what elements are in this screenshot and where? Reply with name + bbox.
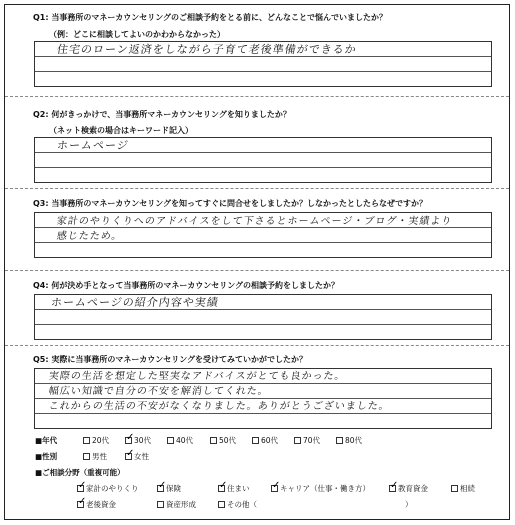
q2-hint: （ネット検索の場合はキーワード記入） <box>49 126 193 135</box>
q1-answer: 住宅のローン返済をしながら子育て老後準備ができるか <box>56 43 358 56</box>
checked-checkbox-icon <box>218 485 225 492</box>
field-insurance[interactable]: ✓ 保険 <box>157 483 181 494</box>
q1-hint: （例：どこに相談してよいのかわからなかった） <box>49 30 225 39</box>
checked-checkbox-icon <box>389 485 396 492</box>
answer-line <box>35 57 491 72</box>
age-option-50[interactable]: 50代 <box>210 435 236 446</box>
checked-checkbox-icon <box>157 485 164 492</box>
answer-line <box>35 414 491 428</box>
answer-line <box>35 310 491 325</box>
checkbox-icon <box>83 453 90 460</box>
q2-answer: ホームページ <box>56 139 130 152</box>
q2-title: Q2: 何がきっかけで、当事務所マネーカウンセリングを知りましたか？ <box>33 110 291 119</box>
checked-checkbox-icon <box>77 485 84 492</box>
field-household-budget[interactable]: ✓家計のやりくり <box>77 483 139 494</box>
age-option-60[interactable]: 60代 <box>252 435 278 446</box>
answer-line <box>35 153 491 168</box>
field-career[interactable]: ✓ キャリア（仕事・働き方） <box>271 483 370 494</box>
q1-title: Q1: 当事務所のマネーカウンセリングのご相談予約をとる前に、どんなことで悩んでいましたか？ <box>33 13 388 22</box>
age-option-70[interactable]: 70代 <box>294 435 320 446</box>
section-divider <box>5 345 509 346</box>
field-other[interactable]: その他（ <box>218 499 257 510</box>
checkbox-icon <box>294 437 301 444</box>
field-education-fund[interactable]: ✓ 教育資金 <box>389 483 428 494</box>
section-divider <box>5 270 509 271</box>
section-divider <box>5 188 509 189</box>
checkbox-icon <box>167 437 174 444</box>
q3-answer-line-1: 家計のやりくりへのアドバイスをして下さるとホームページ・ブログ・実績より <box>55 216 453 227</box>
answer-line <box>35 72 491 86</box>
gender-label: ■性別 <box>35 452 58 461</box>
q5-answer-line-2: 幅広い知識で自分の不安を解消してくれた。 <box>47 386 270 397</box>
q3-title: Q3: 当事務所のマネーカウンセリングを知ってすぐに問合せをしましたか？しなかったとしたらなぜですか？ <box>33 199 428 208</box>
checkbox-icon <box>157 501 164 508</box>
q3-answer-line-2: 感じたため。 <box>55 231 124 242</box>
age-option-80[interactable]: 80代 <box>336 435 362 446</box>
checked-checkbox-icon <box>125 437 132 444</box>
q4-title: Q4: 何が決め手となって当事務所のマネーカウンセリングの相談予約をしましたか？ <box>33 281 340 290</box>
field-other-close-paren: ） <box>405 500 413 509</box>
checkbox-icon <box>336 437 343 444</box>
field-asset-building[interactable]: 資産形成 <box>157 499 196 510</box>
gender-option-male[interactable]: 男性 <box>83 451 107 462</box>
checkbox-icon <box>83 437 90 444</box>
q5-answer-line-3: これからの生活の不安がなくなりました。ありがとうございました。 <box>47 401 391 412</box>
checked-checkbox-icon <box>77 501 84 508</box>
field-inheritance[interactable]: 相続 <box>451 483 475 494</box>
field-housing[interactable]: ✓ 住まい <box>218 483 250 494</box>
checkbox-icon <box>451 485 458 492</box>
q4-answer: ホームページの紹介内容や実績 <box>50 296 220 309</box>
answer-line <box>35 243 491 257</box>
age-option-30[interactable]: ✓ 30代 <box>125 435 151 446</box>
gender-option-female[interactable]: ✓ 女性 <box>125 451 149 462</box>
age-option-20[interactable]: 20代 <box>83 435 109 446</box>
q5-answer-line-1: 実際の生活を想定した堅実なアドバイスがとても良かった。 <box>47 371 347 382</box>
checkbox-icon <box>210 437 217 444</box>
checked-checkbox-icon <box>271 485 278 492</box>
age-option-40[interactable]: 40代 <box>167 435 193 446</box>
fields-label: ■ご相談分野（重複可能） <box>35 468 125 477</box>
answer-line <box>35 168 491 182</box>
checkbox-icon <box>252 437 259 444</box>
questionnaire-sheet <box>4 4 510 520</box>
field-retirement-fund[interactable]: ✓老後資金 <box>77 499 116 510</box>
answer-line <box>35 325 491 339</box>
age-label: ■年代 <box>35 436 58 445</box>
q5-title: Q5: 実際に当事務所のマネーカウンセリングを受けてみていかがでしたか？ <box>33 355 308 364</box>
checked-checkbox-icon <box>125 453 132 460</box>
checkbox-icon <box>218 501 225 508</box>
section-divider <box>5 96 509 97</box>
